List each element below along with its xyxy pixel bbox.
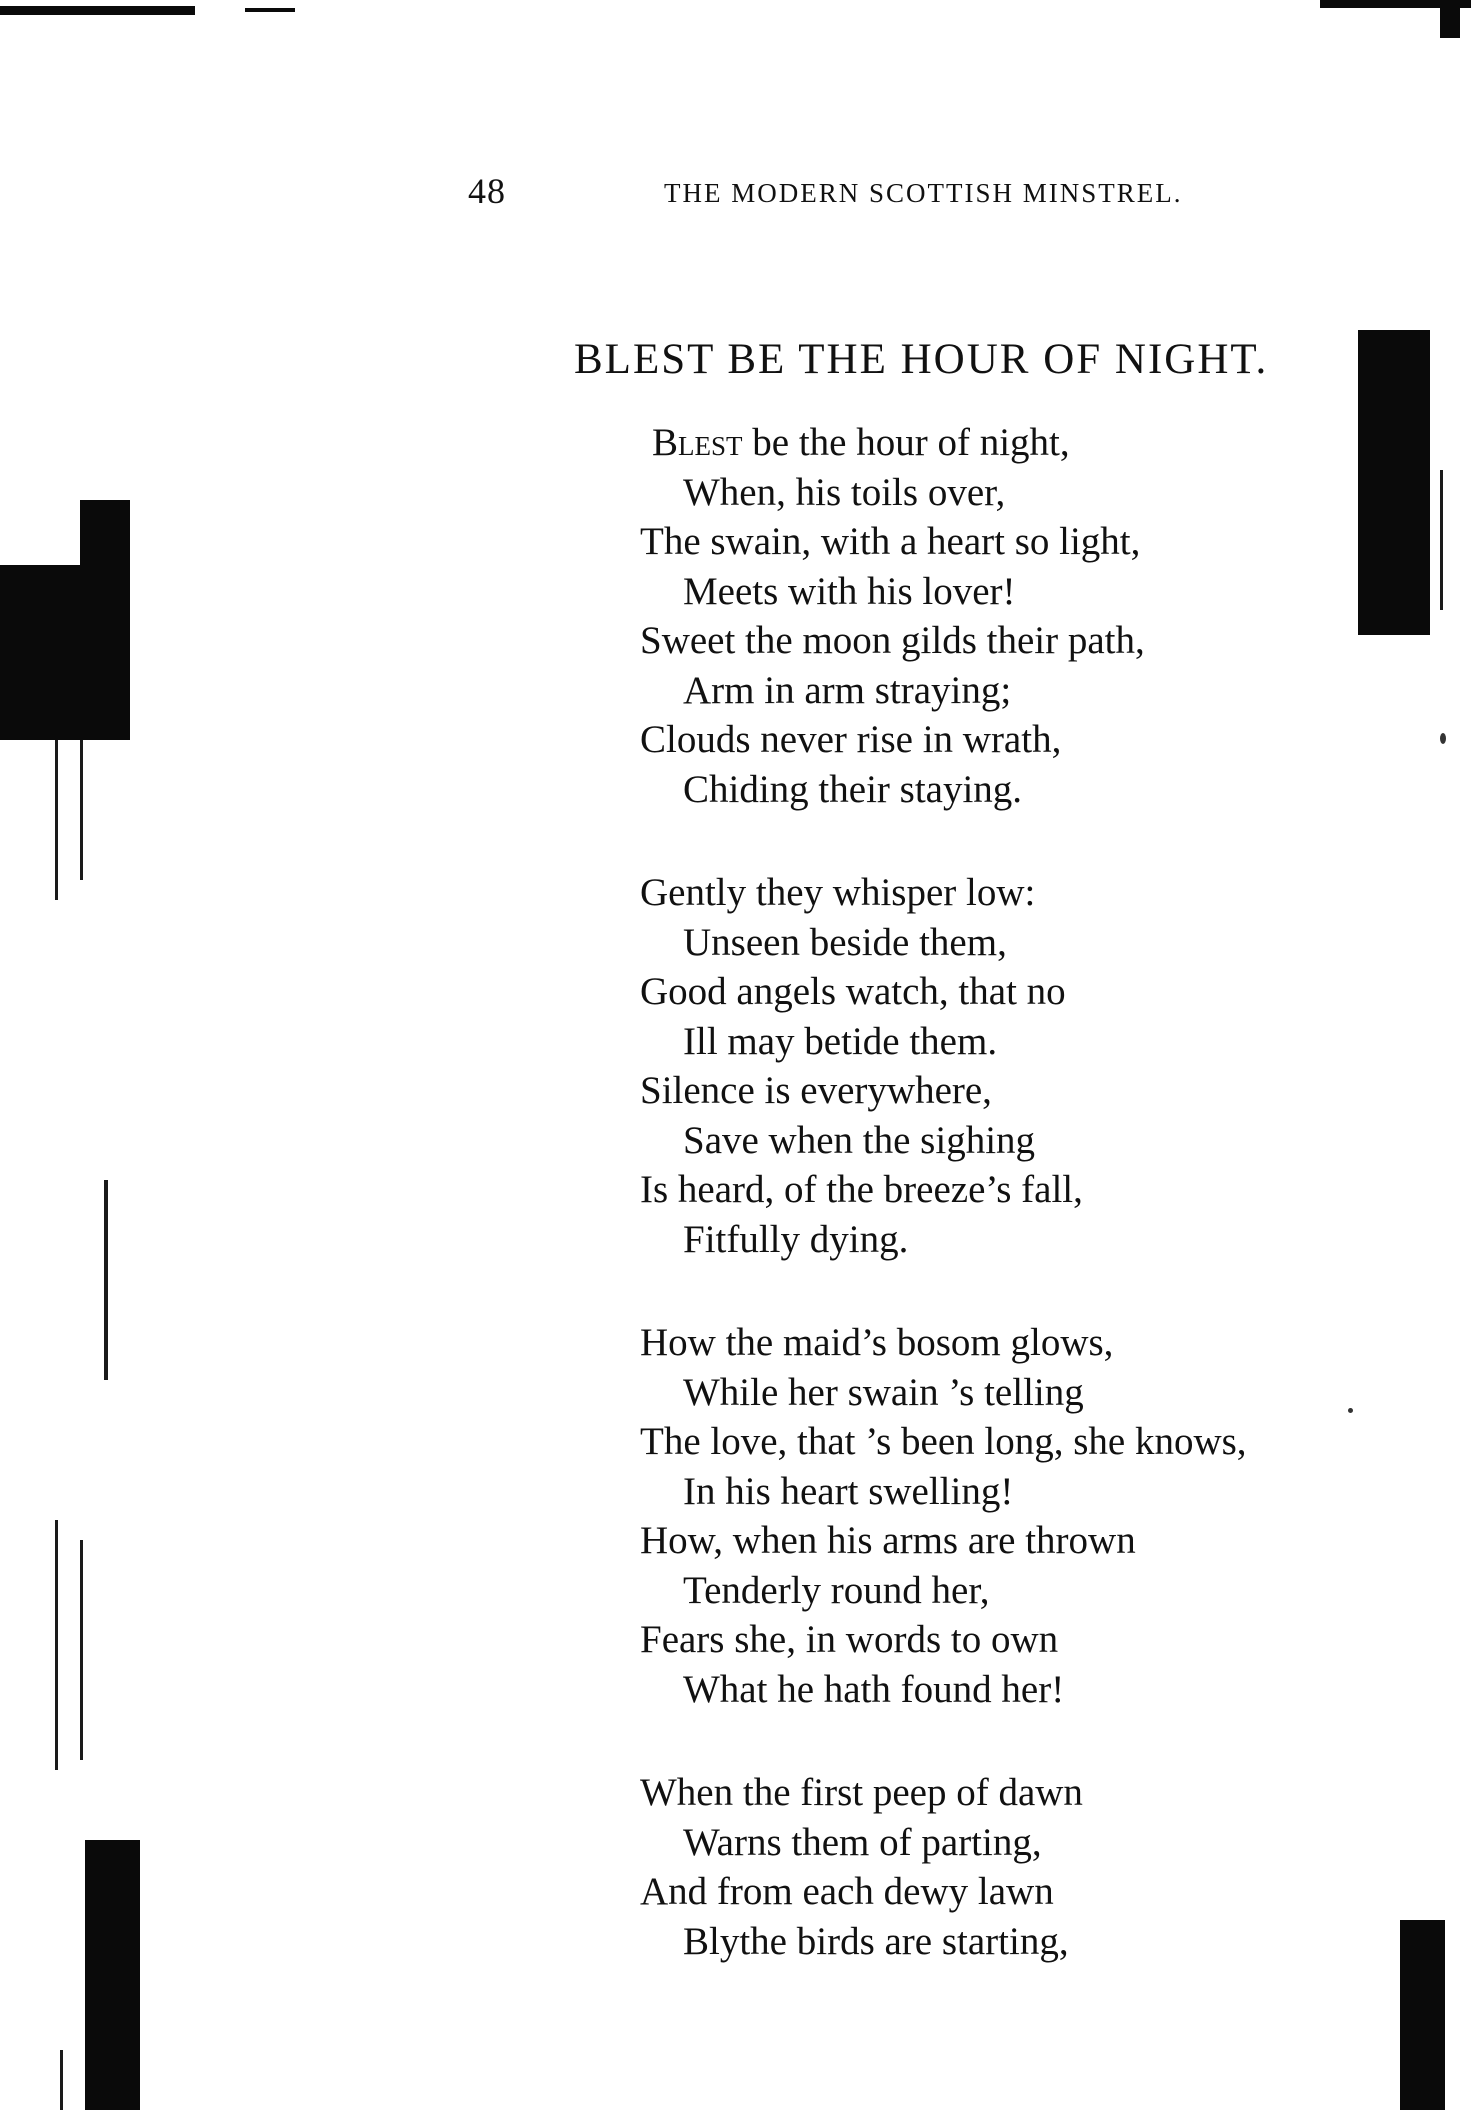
poem-line: How, when his arms are thrown	[640, 1519, 1136, 1562]
poem-line: Blest be the hour of night,	[652, 421, 1070, 464]
page-number: 48	[468, 171, 506, 211]
poem-line: What he hath found her!	[683, 1667, 1065, 1711]
poem-line: Gently they whisper low:	[640, 871, 1036, 914]
scan-artifact-left-rule-3	[104, 1180, 108, 1380]
poem-line: Fears she, in words to own	[640, 1618, 1059, 1661]
scan-artifact-top-right-corner	[1440, 0, 1460, 38]
scan-artifact-left-blob-3	[85, 1840, 140, 2110]
poem-line: Blythe birds are starting,	[683, 1919, 1069, 1963]
running-title: THE MODERN SCOTTISH MINSTREL.	[664, 178, 1183, 208]
stanza-4	[640, 1768, 1083, 1966]
poem-line: Warns them of parting,	[683, 1820, 1042, 1864]
scan-artifact-right-rule	[1440, 470, 1443, 610]
poem-line: In his heart swelling!	[683, 1469, 1014, 1513]
poem-line: The love, that ’s been long, she knows,	[640, 1420, 1247, 1463]
poem-line: Good angels watch, that no	[640, 970, 1066, 1013]
poem-line: Chiding their staying.	[683, 767, 1023, 811]
scan-artifact-left-rule-1	[55, 740, 58, 900]
poem-line: Is heard, of the breeze’s fall,	[640, 1168, 1083, 1211]
stanza-3	[640, 1318, 1247, 1714]
scan-artifact-left-rule-2	[80, 740, 83, 880]
poem-line: While her swain ’s telling	[683, 1370, 1084, 1414]
poem-line: Sweet the moon gilds their path,	[640, 619, 1145, 662]
stanza-2	[640, 868, 1083, 1264]
scan-speck-2	[1348, 1408, 1353, 1413]
poem-line: And from each dewy lawn	[640, 1870, 1054, 1913]
poem-line: Fitfully dying.	[683, 1217, 909, 1261]
poem-line: The swain, with a heart so light,	[640, 520, 1141, 563]
scan-artifact-top-left-2	[245, 8, 295, 12]
poem-line: Tenderly round her,	[683, 1568, 990, 1612]
poem-line: Meets with his lover!	[683, 569, 1016, 613]
scan-speck-1	[1440, 733, 1446, 744]
scan-artifact-left-rule-5	[80, 1540, 83, 1760]
poem-line: When the first peep of dawn	[640, 1771, 1083, 1814]
stanza-1	[640, 418, 1145, 814]
drop-word: Blest	[652, 421, 743, 464]
poem-line: Clouds never rise in wrath,	[640, 718, 1062, 761]
poem-line: Arm in arm straying;	[683, 668, 1012, 712]
poem-line: Unseen beside them,	[683, 920, 1007, 964]
poem-line: When, his toils over,	[683, 470, 1006, 514]
scan-artifact-left-blob-2	[80, 500, 130, 610]
scan-artifact-left-rule-6	[60, 2050, 63, 2110]
scan-artifact-left-rule-4	[55, 1520, 58, 1770]
poem-line: Ill may betide them.	[683, 1019, 998, 1063]
scan-artifact-right-blob-2	[1400, 1920, 1445, 2110]
poem-line: Save when the sighing	[683, 1118, 1036, 1162]
poem-title: BLEST BE THE HOUR OF NIGHT.	[574, 336, 1269, 383]
poem-line: How the maid’s bosom glows,	[640, 1321, 1114, 1364]
scan-artifact-right-blob-1	[1358, 330, 1430, 635]
poem-line: Silence is everywhere,	[640, 1069, 992, 1112]
scan-artifact-top-left	[0, 6, 195, 15]
